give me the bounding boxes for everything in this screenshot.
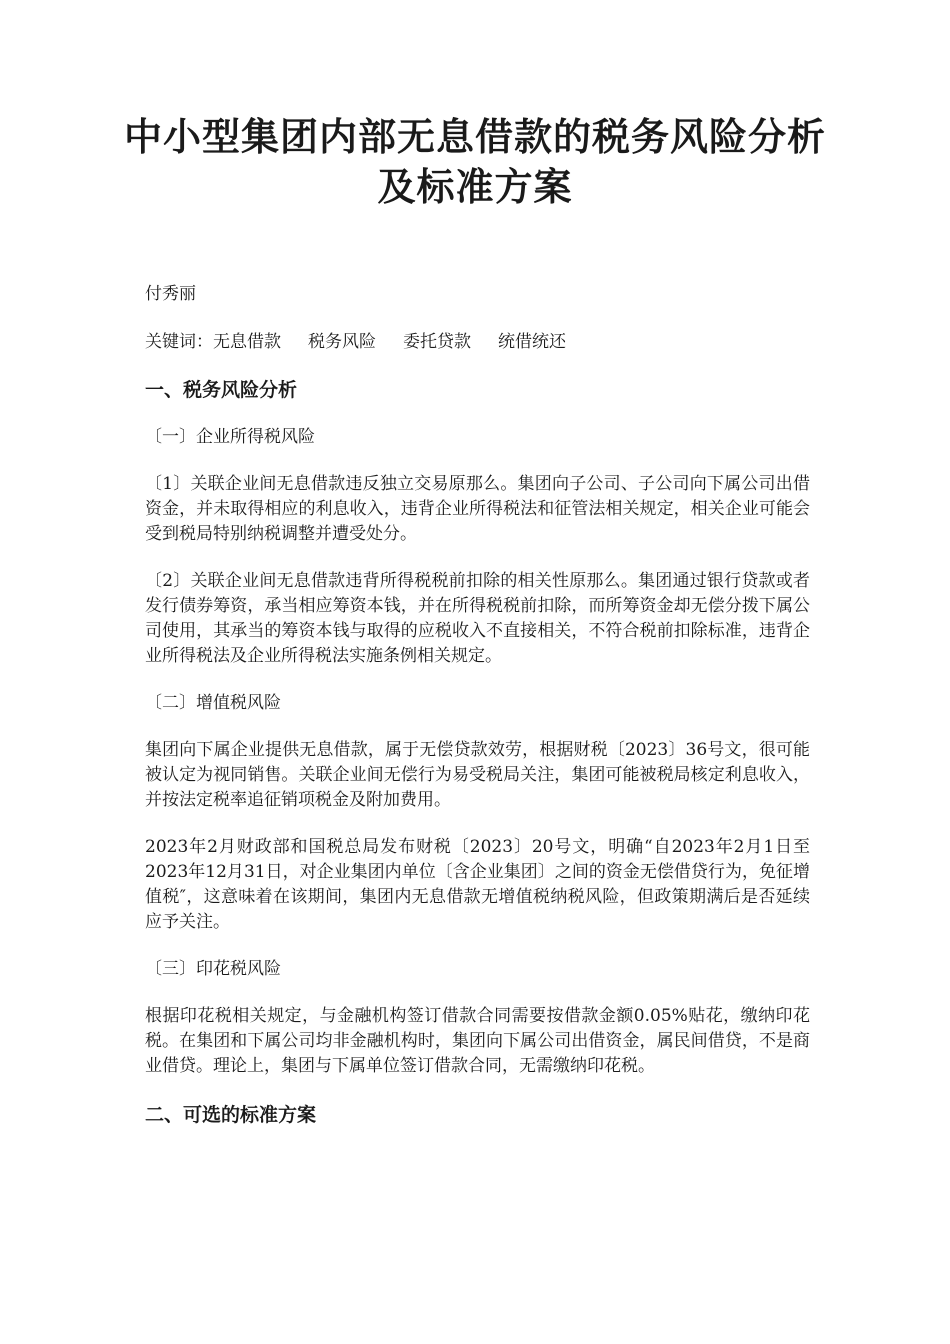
keywords-line xyxy=(145,330,810,355)
subsection-heading: 〔一〕企业所得税风险 xyxy=(145,427,315,447)
document-body xyxy=(145,282,810,1150)
document-title: 中小型集团内部无息借款的税务风险分析及标准方案 xyxy=(123,115,826,209)
paragraph: 集团向下属企业提供无息借款，属于无偿贷款效劳，根据财税〔2023〕36号文，很可能被认定为视同销售。关联企业间无偿行为易受税局关注，集团可能被税局核定利息收入，并按法定税率追征销项税金及附加费用。 xyxy=(145,740,810,810)
author: 付秀丽 xyxy=(145,284,196,304)
keyword: 委托贷款 xyxy=(403,332,471,352)
paragraph: 2023年2月财政部和国税总局发布财税〔2023〕20号文，明确“自2023年2月1日至2023年12月31日，对企业集团内单位〔含企业集团〕之间的资金无偿借贷行为，免征增值税″，这意味着在该期间，集团内无息借款无增值税纳税风险，但政策期满后是否延续应予关注。 xyxy=(145,837,810,932)
section-heading: 二、可选的标准方案 xyxy=(145,1104,317,1126)
keywords-label: 关键词： xyxy=(145,332,213,352)
keyword: 税务风险 xyxy=(308,332,376,352)
section-heading: 一、税务风险分析 xyxy=(145,379,298,401)
subsection-heading: 〔二〕增值税风险 xyxy=(145,693,281,713)
keyword: 无息借款 xyxy=(213,332,281,352)
subsection-heading: 〔三〕印花税风险 xyxy=(145,959,281,979)
keyword: 统借统还 xyxy=(498,332,566,352)
paragraph: 〔1〕关联企业间无息借款违反独立交易原那么。集团向子公司、子公司向下属公司出借资金，并未取得相应的利息收入，违背企业所得税法和征管法相关规定，相关企业可能会受到税局特别纳税调整并遭受处分。 xyxy=(145,474,810,544)
paragraph: 〔2〕关联企业间无息借款违背所得税税前扣除的相关性原那么。集团通过银行贷款或者发行债券筹资，承当相应筹资本钱，并在所得税税前扣除，而所筹资金却无偿分拨下属公司使用，其承当的筹资本钱与取得的应税收入不直接相关，不符合税前扣除标准，违背企业所得税法及企业所得税法实施条例相关规定。 xyxy=(145,571,810,666)
paragraph: 根据印花税相关规定，与金融机构签订借款合同需要按借款金额0.05%贴花，缴纳印花税。在集团和下属公司均非金融机构时，集团向下属公司出借资金，属民间借贷，不是商业借贷。理论上，集团与下属单位签订借款合同，无需缴纳印花税。 xyxy=(145,1006,810,1076)
